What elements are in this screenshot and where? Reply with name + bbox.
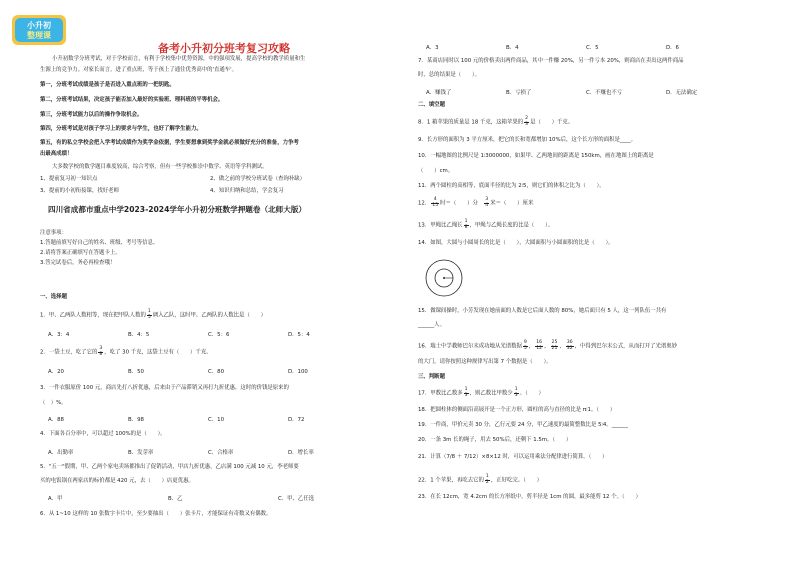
intro-point: 第三，分班考试能力以后的操作争取机会。 — [40, 112, 143, 118]
svg-text:整理课: 整理课 — [27, 31, 51, 40]
question-9: 9．长方形的面积为 3 平方厘米，把它的长和宽都增加 10%后，这个长方形的面积是____。 — [418, 137, 637, 143]
question-3-cont: （ ）%。 — [40, 400, 67, 406]
question-12: 12． $\frac{4}{15}$ 时＝（ ）分 $\frac{3}{4}$ 米＝（ ）厘米 — [418, 197, 534, 208]
exam-title: 四川省成都市重点中学2023-2024学年小升初分班数学押题卷（北师大版） — [48, 205, 307, 214]
option[interactable]: C．甲、乙任选 — [278, 496, 315, 502]
fraction: $\frac{1}{8}$ — [464, 219, 468, 230]
option[interactable]: C．合格率 — [208, 450, 234, 456]
option[interactable]: D．5：4 — [288, 332, 310, 338]
option[interactable]: C．不赚也不亏 — [586, 90, 623, 96]
option[interactable]: B．亏损了 — [506, 90, 532, 96]
intro-point: 第二，分班考试结果，决定孩子能否加入最好的实验班、理科班的平等机会。 — [40, 97, 224, 103]
option[interactable]: D．6 — [666, 45, 679, 51]
intro-point: 第四，分班考试是对孩子学习上的要求与学生，也好了解学生能力。 — [40, 126, 202, 132]
notice-item: 3.答完试卷后，务必再检查哦！ — [40, 260, 116, 266]
question-23: 23．在长 12cm，宽 4.2cm 的长方形纸中，剪半径是 1cm 的圆，最多能剪 12 个。（ ） — [418, 494, 641, 500]
question-20: 20．一条 3m 长的绳子，用去 50%后，还剩下 1.5m。（ ） — [418, 437, 572, 443]
option[interactable]: B．发芽率 — [128, 450, 154, 456]
option[interactable]: B．乙 — [168, 496, 183, 502]
question-5-cont: 买的电饭锅在两家店的标价都是 420 元，去（ ）店更优惠。 — [40, 478, 194, 484]
option[interactable]: A．20 — [48, 369, 64, 375]
option[interactable]: A．3：4 — [48, 332, 70, 338]
intro-line: 小升初数学分班考试，对于学校而言，有利于学校集中优势资源，中的强项发展，提高学校的教学质量和生 — [52, 56, 306, 62]
tip: 2、做之前的学校分班试卷（查询补缺） — [210, 176, 306, 182]
option[interactable]: A．出勤率 — [48, 450, 74, 456]
fraction: $\frac{1}{5}$ — [147, 309, 151, 320]
option[interactable]: B．50 — [128, 369, 144, 375]
option[interactable]: B．4：5 — [128, 332, 150, 338]
option[interactable]: D．无法确定 — [666, 90, 698, 96]
question-21: 21．计算（7/8 ＋ 7/12）×8×12 时，可以运用乘法分配律进行简算。（ ） — [418, 454, 608, 460]
tip: 1、提前复习初一知识点 — [40, 176, 98, 182]
question-17: 17．甲数比乙数多 $\frac{1}{3}$ ，则乙数比甲数少 $\frac{1}{3}$ 。（ ） — [418, 387, 544, 398]
fraction: $\frac{3}{4}$ — [485, 197, 489, 208]
fraction: $\frac{1}{3}$ — [464, 387, 468, 398]
option[interactable]: B．98 — [128, 417, 144, 423]
tip: 3、提前的小初衔接课，找好老师 — [40, 188, 119, 194]
fraction: $\frac{3}{8}$ — [99, 346, 103, 357]
fraction: $\frac{16}{12}$ — [536, 340, 543, 351]
option[interactable]: A．3 — [426, 45, 439, 51]
fraction: $\frac{2}{3}$ — [525, 116, 529, 127]
intro-line: 大多数学校的数学题目难度较高，综合考察，但有一些学校推崇中数学、英语等学科测试。 — [52, 164, 268, 170]
option[interactable]: C．80 — [208, 369, 225, 375]
question-15: 15．做课间操时，小芳发现在她前面的人数是它后面人数的 80%，她后面只有 5 人，这一列队伍一共有 — [418, 308, 667, 314]
notice-item: 2.请将答案正确填写在答题卡上。 — [40, 250, 121, 256]
question-15-cont: ______人。 — [418, 322, 445, 328]
question-10: 10．一幅地图的比例尺是 1∶3000000，如果甲、乙两地间的距离是 150km，画在地图上的距离是 — [418, 153, 654, 159]
section-heading: 二、填空题 — [418, 102, 445, 108]
option[interactable]: C．5 — [586, 45, 599, 51]
option[interactable]: D．100 — [288, 369, 308, 375]
question-16-cont: 的大门，请你按照这种规律写出第 7 个数据是（ ）。 — [418, 359, 552, 365]
option[interactable]: C．5：6 — [208, 332, 230, 338]
question-3: 3．一件衣服原价 100 元，商店先打八折优惠，后来由于产品滞销又再打九折优惠，这时的价钱是原来的 — [40, 385, 289, 391]
question-5: 5．"五一"假期，甲、乙两个家电卖场都推出了促销活动，甲店九折优惠，乙店满 100 元减 10 元，李老师要 — [40, 464, 299, 470]
question-6: 6．从 1~10 这样的 10 张数字卡片中，至少要抽出（ ）张卡片，才能保证有奇数又有偶数。 — [40, 511, 272, 517]
concentric-circles-figure — [424, 258, 464, 298]
section-heading: 一、选择题 — [40, 294, 67, 300]
question-19: 19．一件商，甲价元卖 30 分，乙行元要 24 分，甲乙速度的最简整数比是 5∶4。______ — [418, 422, 628, 428]
notice-item: 1.答题前填写好自己的姓名、班级、考号等信息。 — [40, 240, 159, 246]
option[interactable]: B．4 — [506, 45, 519, 51]
intro-title: 备考小升初分班考复习攻略 — [158, 42, 290, 55]
question-4: 4．下面各百分率中，可以超过 100%的是（ ）。 — [40, 431, 166, 437]
question-7: 7．某商店同时以 100 元的价格卖出两件商品，其中一件赚 20%，另一件亏本 20%，则商店在卖出这两件商品 — [418, 58, 684, 64]
question-7-cont: 时，总的结果是（ ）。 — [418, 72, 480, 78]
question-10-cont: （ ）cm。 — [418, 168, 454, 174]
fraction: $\frac{1}{3}$ — [514, 387, 518, 398]
intro-point: 第一，分班考试成绩是孩子是否进入重点班的一把钥匙。 — [40, 82, 175, 88]
fraction: $\frac{25}{21}$ — [551, 340, 558, 351]
question-22: 22．1 个苹果，再吃去它的 $\frac{1}{2}$ ，正好吃完。（ ） — [418, 474, 543, 485]
question-11: 11．两个圆柱的高相等，底面半径的比为 2∶5，则它们的体积之比为（ ）。 — [418, 183, 605, 189]
option[interactable]: D．72 — [288, 417, 305, 423]
question-1: 1．甲、乙两队人数相等，现在把甲队人数的 $\frac{1}{5}$ 调入乙队，这时甲、乙两队的人数比是（ ） — [40, 309, 267, 320]
intro-line: 生源上的竞争力。对家长而言，进了重点班，等于孩上了通往优秀高中的'直通车'。 — [40, 67, 238, 73]
question-18: 18．把圆柱体的侧面沿高展开是一个正方形，圆柱的高与直径的比是 π∶1。（ ） — [418, 407, 616, 413]
fraction: $\frac{4}{15}$ — [432, 197, 439, 208]
question-14: 14．如图，大圆与小圆周长的比是（ ），大圆面积与小圆面积的比是（ ）。 — [418, 240, 614, 246]
section-heading: 三、判断题 — [418, 374, 445, 380]
option[interactable]: A．赚钱了 — [426, 90, 452, 96]
intro-point: 出最高成绩！ — [40, 151, 73, 157]
notice-title: 注意事项： — [40, 230, 67, 236]
intro-point: 第五，有的私立学校会把入学考试成绩作为奖学金依据，学生要想拿到奖学金就必须做好充分的准备，力争考 — [40, 140, 299, 146]
question-8: 8．1 箱苹果的质量是 18 千克，这箱苹果的 $\frac{2}{3}$ 是（ ）千克。 — [418, 116, 574, 127]
svg-text:小升初: 小升初 — [27, 21, 51, 30]
logo-image — [10, 12, 68, 48]
fraction: $\frac{1}{2}$ — [485, 474, 489, 485]
option[interactable]: A．88 — [48, 417, 64, 423]
option[interactable]: C．10 — [208, 417, 225, 423]
question-13: 13．甲绳比乙绳长 $\frac{1}{8}$ ，甲绳与乙绳长度的比是（ ）。 — [418, 219, 554, 230]
fraction: $\frac{9}{5}$ — [523, 340, 527, 351]
option[interactable]: D．增长率 — [288, 450, 314, 456]
tip: 4、知识归纳和总结，学会复习 — [210, 188, 284, 194]
option[interactable]: A．甲 — [48, 496, 63, 502]
fraction: $\frac{36}{32}$ — [566, 340, 573, 351]
question-2: 2．一袋土豆，吃了它的 $\frac{3}{8}$ ，吃了 30 千克，这袋土豆有（ ）千克。 — [40, 346, 212, 357]
question-16: 16．瑞士中学教师巴尔末成功地从光谱数据 $\frac{9}{5}$ ， $\frac{16}{12}$ ， $\frac{25}{21}$ ， $\frac{36}{32}$ ，中得到巴尔末公式，从而打开了光谱奥妙 — [418, 340, 678, 351]
